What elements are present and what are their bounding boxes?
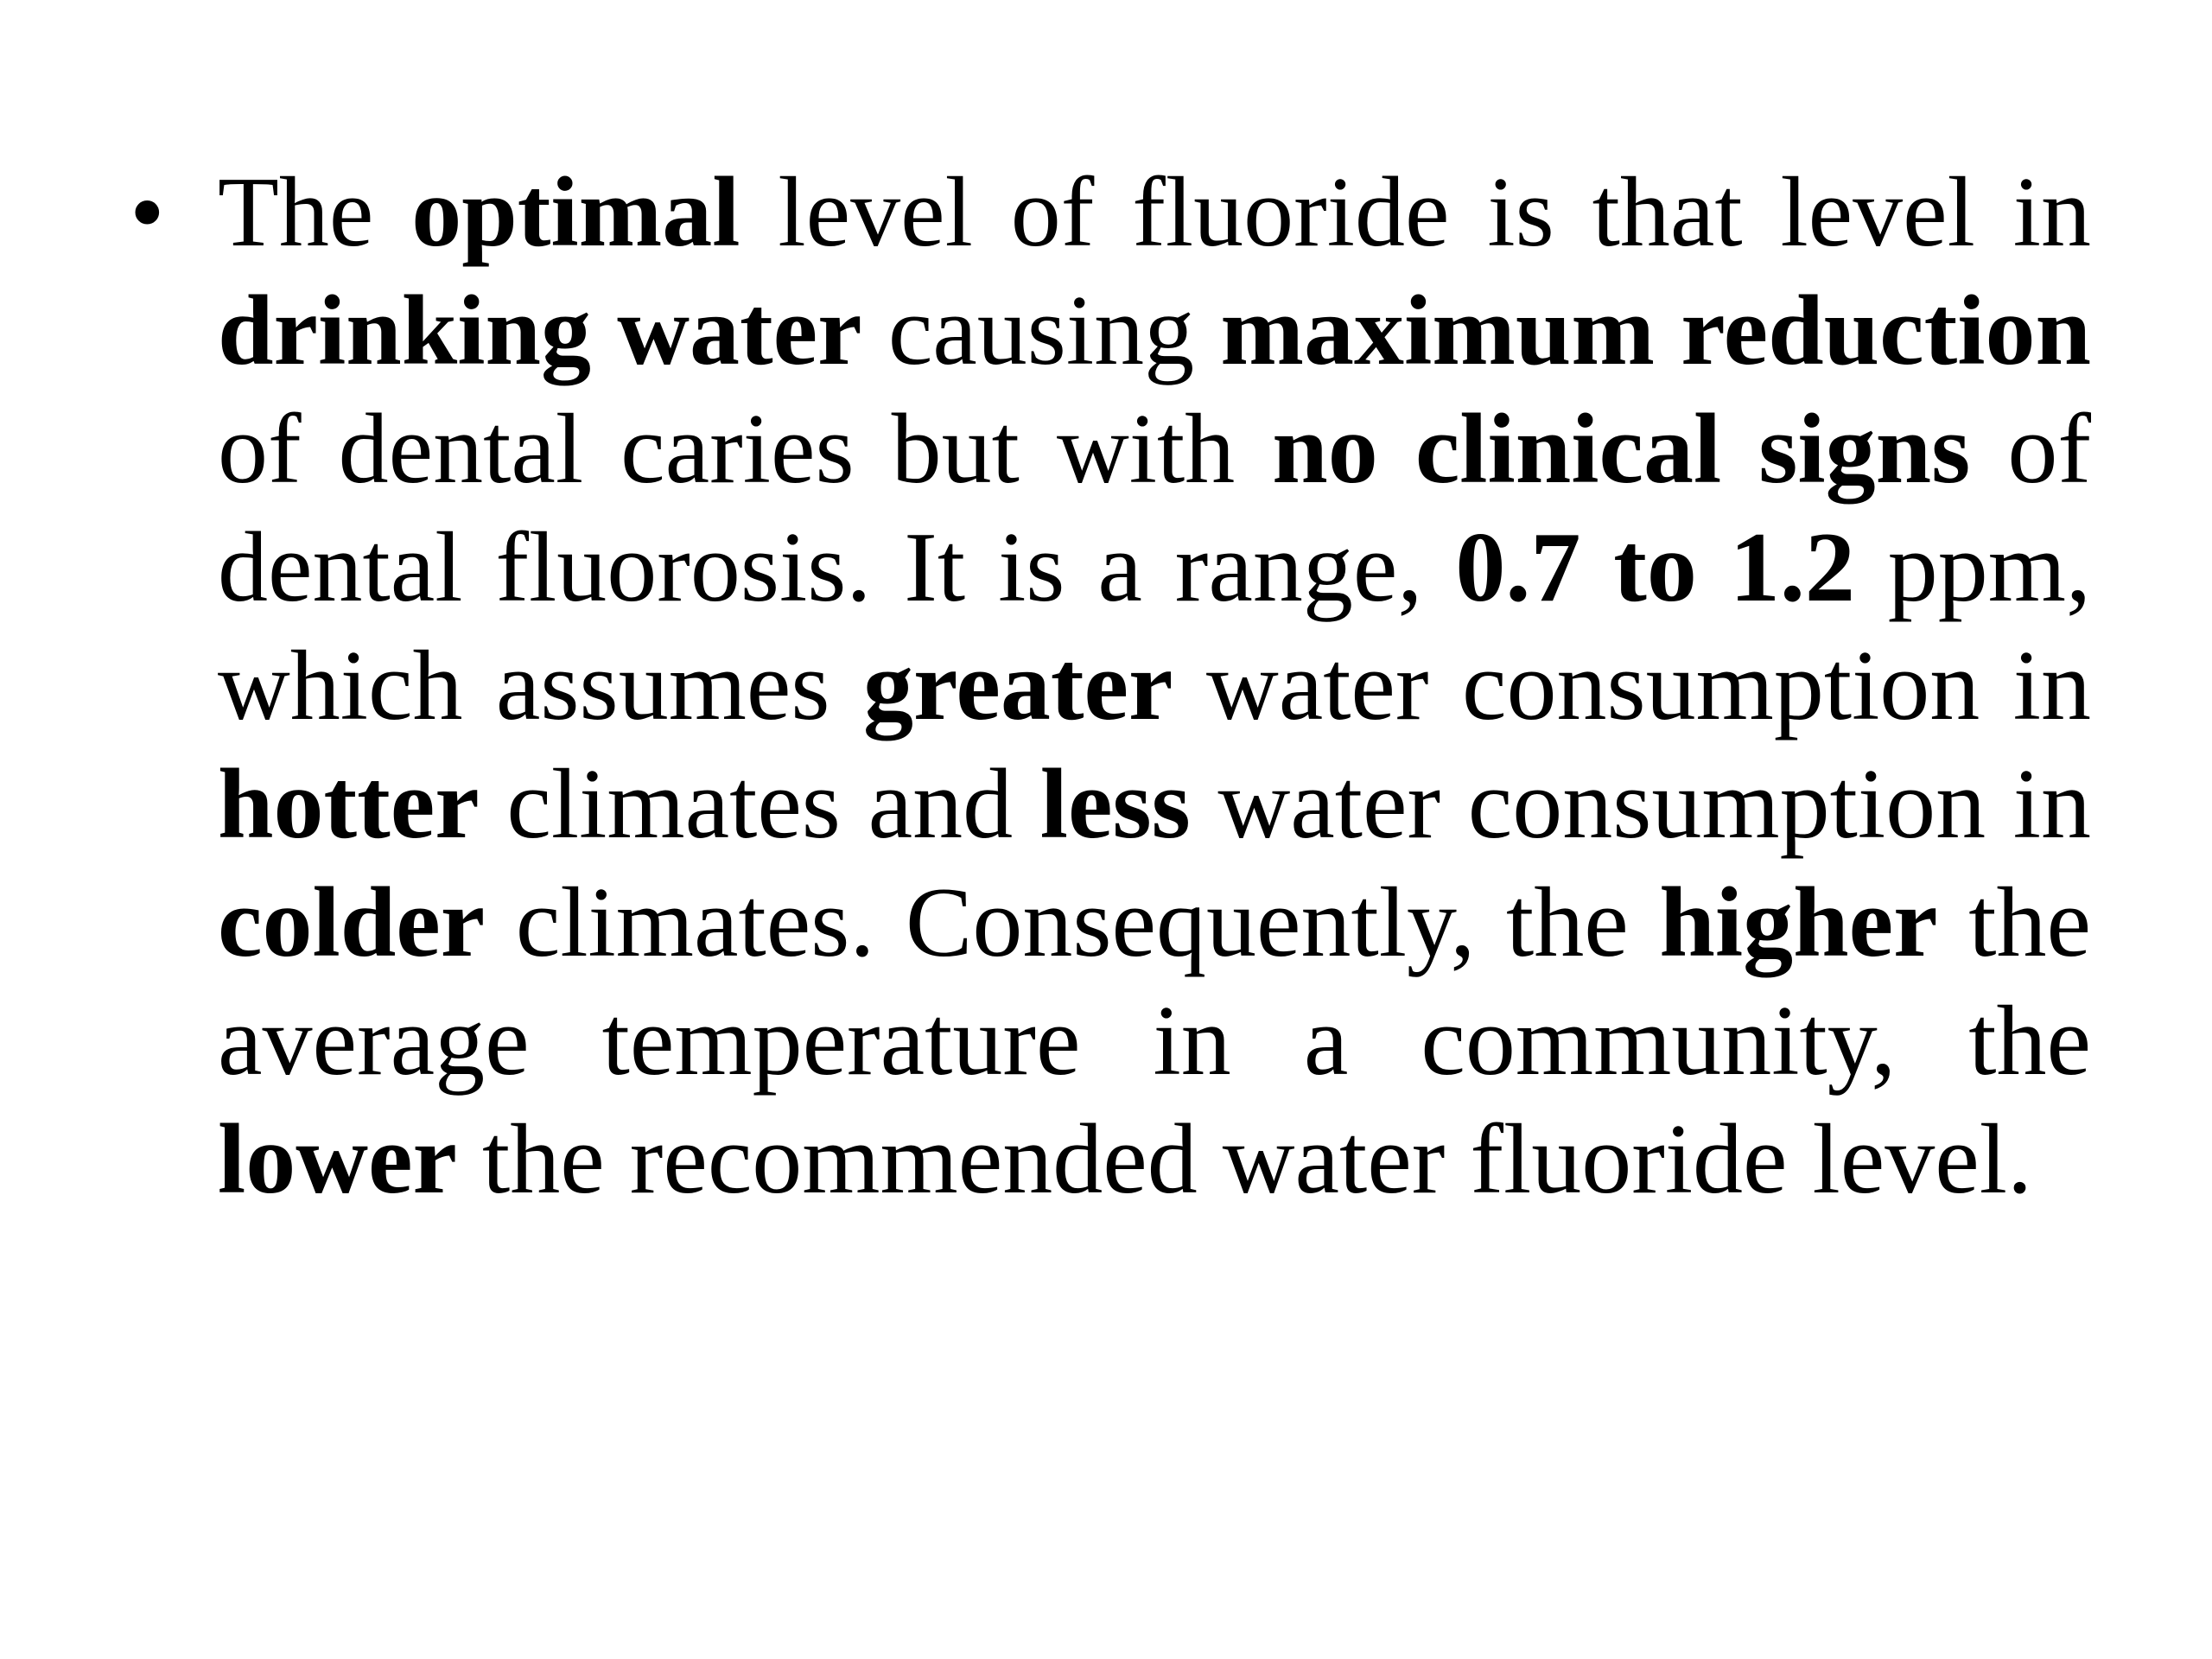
bold-term-range: 0.7 to 1.2 [1455, 512, 1855, 623]
text-run: level of fluoride is that level in [740, 157, 2092, 268]
bullet-text [218, 157, 2091, 1215]
bold-term-hotter: hotter [218, 749, 480, 860]
bold-term-less: less [1039, 749, 1191, 860]
text-run: water consumption in [1173, 631, 2091, 741]
text-run: the average temperature in a community, the [218, 868, 2091, 1096]
text-run: climates and [479, 749, 1040, 860]
bold-term-no-clinical-signs: no clinical signs [1272, 394, 1971, 505]
text-run: causing [861, 276, 1221, 386]
bold-term-higher: higher [1659, 868, 1938, 978]
bold-term-colder: colder [218, 868, 486, 978]
text-run: climates. Consequently, the [485, 868, 1660, 978]
bold-term-drinking-water: drinking water [218, 276, 862, 386]
bold-term-maximum-reduction: maximum reduction [1220, 276, 2092, 386]
bullet-marker: • [130, 157, 165, 268]
bullet-list [130, 154, 2091, 1219]
bold-term-greater: greater [863, 631, 1173, 741]
text-run: of dental fluorosis. It is a range, [218, 394, 2091, 623]
bold-term-lower: lower [218, 1104, 457, 1215]
text-run: the recommended water fluoride level. [456, 1104, 2032, 1215]
bullet-item [130, 154, 2091, 1219]
bold-term-optimal: optimal [411, 157, 741, 268]
text-run: The [218, 157, 412, 268]
text-run: ppm, which assumes [218, 512, 2092, 741]
text-run: water consumption in [1190, 749, 2091, 860]
text-run: of dental caries but with [218, 394, 1273, 505]
